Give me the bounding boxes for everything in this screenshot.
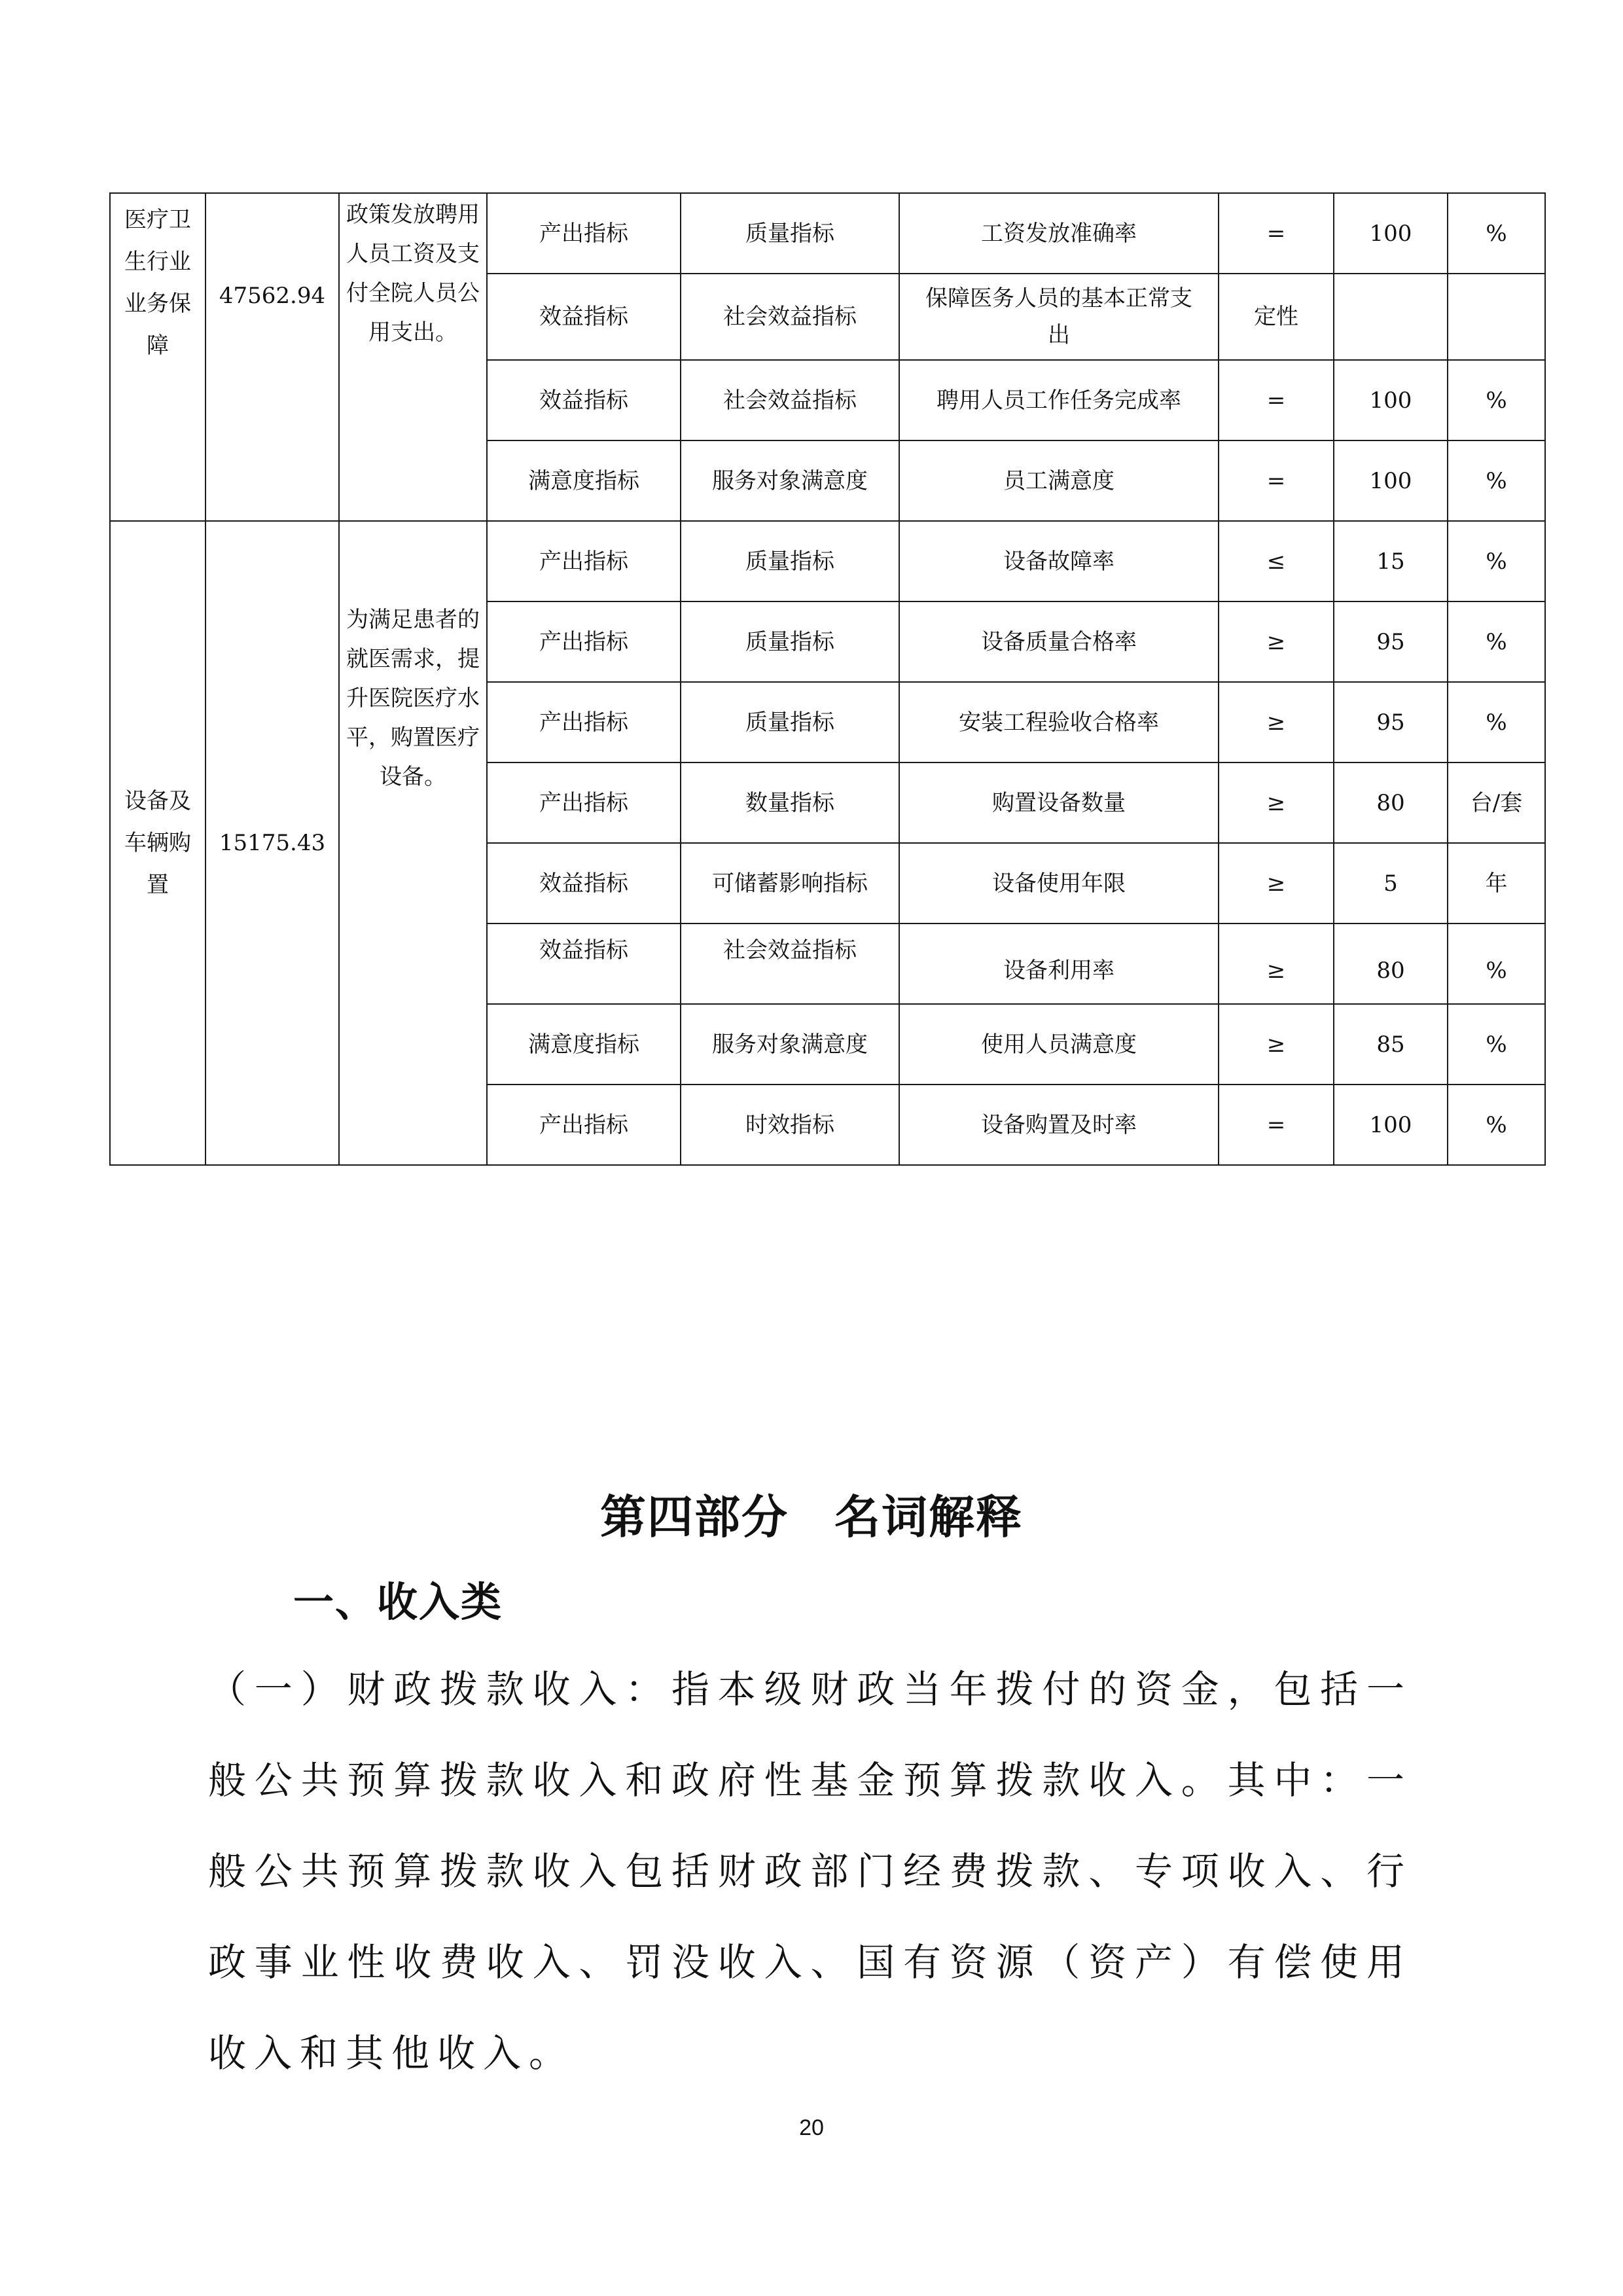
level1-indicator-cell: 产出指标 bbox=[487, 601, 681, 682]
level1-indicator-cell: 满意度指标 bbox=[487, 440, 681, 521]
target-value-cell: 80 bbox=[1334, 762, 1448, 843]
target-value-cell: 100 bbox=[1334, 193, 1448, 274]
operator-cell: ≤ bbox=[1219, 521, 1334, 601]
indicator-name-cell: 安装工程验收合格率 bbox=[899, 682, 1219, 762]
level2-indicator-cell: 社会效益指标 bbox=[681, 360, 899, 440]
indicator-name-cell: 设备使用年限 bbox=[899, 843, 1219, 924]
level1-indicator-cell: 产出指标 bbox=[487, 762, 681, 843]
target-value-cell: 95 bbox=[1334, 682, 1448, 762]
level1-indicator-cell: 产出指标 bbox=[487, 1085, 681, 1165]
level1-indicator-cell: 产出指标 bbox=[487, 193, 681, 274]
level1-indicator-cell: 效益指标 bbox=[487, 843, 681, 924]
level2-indicator-cell: 数量指标 bbox=[681, 762, 899, 843]
level2-indicator-cell: 质量指标 bbox=[681, 193, 899, 274]
level2-indicator-cell: 质量指标 bbox=[681, 682, 899, 762]
target-value-cell: 85 bbox=[1334, 1004, 1448, 1085]
project-name-cell: 医疗卫生行业业务保障 bbox=[110, 193, 205, 521]
indicator-name-cell: 使用人员满意度 bbox=[899, 1004, 1219, 1085]
indicator-name-cell: 工资发放准确率 bbox=[899, 193, 1219, 274]
operator-cell: ≥ bbox=[1219, 1004, 1334, 1085]
goal-cell: 为满足患者的就医需求，提升医院医疗水平，购置医疗设备。 bbox=[339, 521, 487, 1165]
level2-indicator-cell: 时效指标 bbox=[681, 1085, 899, 1165]
operator-cell: = bbox=[1219, 193, 1334, 274]
unit-cell: % bbox=[1448, 1085, 1545, 1165]
indicator-name-cell: 保障医务人员的基本正常支出 bbox=[899, 274, 1219, 360]
level1-indicator-cell: 效益指标 bbox=[487, 274, 681, 360]
operator-cell: = bbox=[1219, 360, 1334, 440]
target-value-cell: 100 bbox=[1334, 440, 1448, 521]
table-row bbox=[110, 521, 1545, 601]
level1-indicator-cell: 满意度指标 bbox=[487, 1004, 681, 1085]
level2-indicator-cell: 质量指标 bbox=[681, 521, 899, 601]
level2-indicator-cell: 质量指标 bbox=[681, 601, 899, 682]
indicator-name-cell: 设备购置及时率 bbox=[899, 1085, 1219, 1165]
target-value-cell: 100 bbox=[1334, 1085, 1448, 1165]
page-number: 20 bbox=[799, 2115, 824, 2140]
table-row bbox=[110, 193, 1545, 274]
unit-cell bbox=[1448, 274, 1545, 360]
amount-cell: 47562.94 bbox=[205, 193, 339, 521]
level1-indicator-cell: 产出指标 bbox=[487, 521, 681, 601]
project-name-cell: 设备及车辆购置 bbox=[110, 521, 205, 1165]
operator-cell: ≥ bbox=[1219, 843, 1334, 924]
unit-cell: % bbox=[1448, 601, 1545, 682]
target-value-cell: 15 bbox=[1334, 521, 1448, 601]
target-value-cell bbox=[1334, 274, 1448, 360]
target-value-cell: 100 bbox=[1334, 360, 1448, 440]
section-heading: 一、收入类 bbox=[293, 1578, 503, 1626]
level1-indicator-cell: 效益指标 bbox=[487, 924, 681, 1004]
indicator-name-cell: 设备质量合格率 bbox=[899, 601, 1219, 682]
unit-cell: % bbox=[1448, 521, 1545, 601]
target-value-cell: 80 bbox=[1334, 924, 1448, 1004]
body-paragraph: （一）财政拨款收入：指本级财政当年拨付的资金，包括一般公共预算拨款收入和政府性基金预算拨款收入。其中：一般公共预算拨款收入包括财政部门经费拨款、专项收入、行政事业性收费收入、罚没收入、国有资源（资产）有偿使用收入和其他收入。 bbox=[208, 1667, 1412, 2075]
level2-indicator-cell: 社会效益指标 bbox=[681, 924, 899, 1004]
target-value-cell: 95 bbox=[1334, 601, 1448, 682]
operator-cell: = bbox=[1219, 1085, 1334, 1165]
goal-cell: 政策发放聘用人员工资及支付全院人员公用支出。 bbox=[339, 193, 487, 521]
unit-cell: % bbox=[1448, 360, 1545, 440]
unit-cell: 台/套 bbox=[1448, 762, 1545, 843]
part-title bbox=[0, 1480, 1623, 1547]
level2-indicator-cell: 可储蓄影响指标 bbox=[681, 843, 899, 924]
level1-indicator-cell: 效益指标 bbox=[487, 360, 681, 440]
indicator-name-cell: 购置设备数量 bbox=[899, 762, 1219, 843]
operator-cell: ≥ bbox=[1219, 682, 1334, 762]
unit-cell: % bbox=[1448, 682, 1545, 762]
indicator-name-cell: 设备故障率 bbox=[899, 521, 1219, 601]
target-value-cell: 5 bbox=[1334, 843, 1448, 924]
level2-indicator-cell: 服务对象满意度 bbox=[681, 1004, 899, 1085]
operator-cell: ≥ bbox=[1219, 601, 1334, 682]
amount-cell: 15175.43 bbox=[205, 521, 339, 1165]
indicator-name-cell: 设备利用率 bbox=[899, 924, 1219, 1004]
level2-indicator-cell: 社会效益指标 bbox=[681, 274, 899, 360]
operator-cell: 定性 bbox=[1219, 274, 1334, 360]
unit-cell: % bbox=[1448, 193, 1545, 274]
level2-indicator-cell: 服务对象满意度 bbox=[681, 440, 899, 521]
unit-cell: 年 bbox=[1448, 843, 1545, 924]
part-number: 第四部分 bbox=[600, 1490, 789, 1544]
level1-indicator-cell: 产出指标 bbox=[487, 682, 681, 762]
operator-cell: ≥ bbox=[1219, 762, 1334, 843]
indicator-name-cell: 员工满意度 bbox=[899, 440, 1219, 521]
performance-indicator-table bbox=[109, 192, 1546, 1166]
operator-cell: = bbox=[1219, 440, 1334, 521]
unit-cell: % bbox=[1448, 440, 1545, 521]
unit-cell: % bbox=[1448, 1004, 1545, 1085]
operator-cell: ≥ bbox=[1219, 924, 1334, 1004]
indicator-name-cell: 聘用人员工作任务完成率 bbox=[899, 360, 1219, 440]
part-name: 名词解释 bbox=[834, 1490, 1023, 1544]
unit-cell: % bbox=[1448, 924, 1545, 1004]
